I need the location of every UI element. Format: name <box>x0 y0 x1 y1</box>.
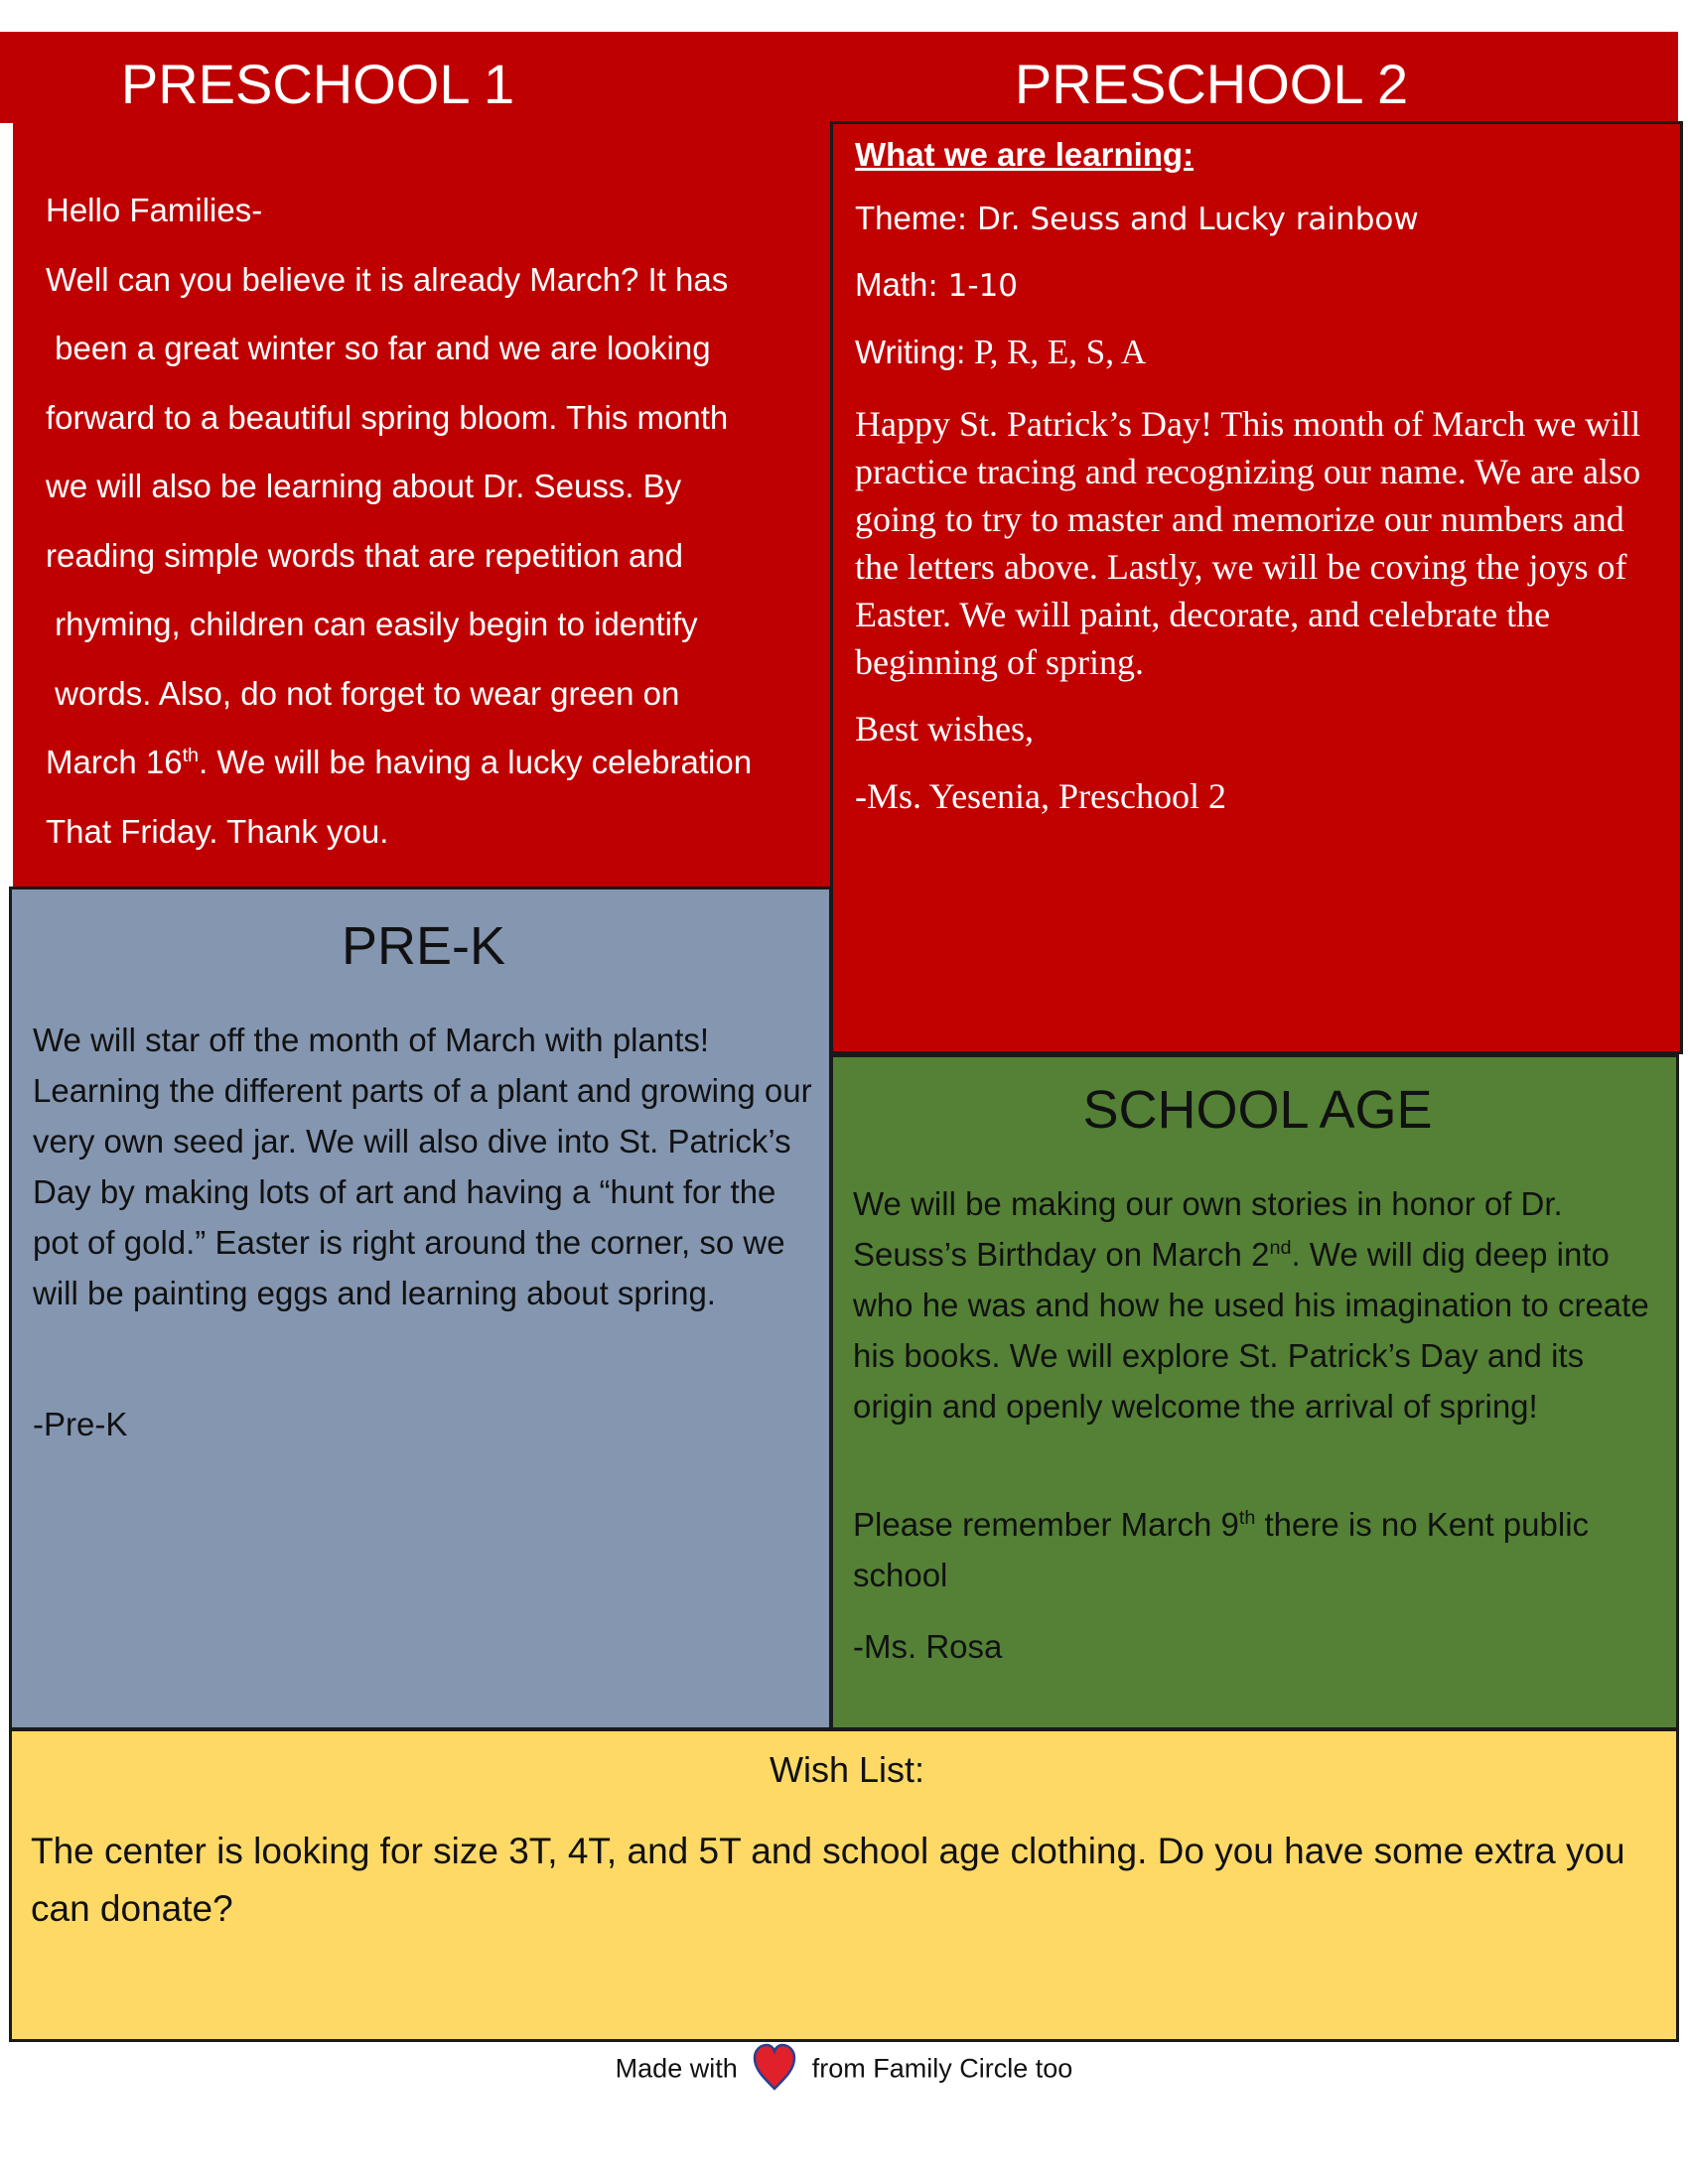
theme-label: Theme <box>855 200 957 236</box>
preschool1-line: forward to a beautiful spring bloom. This month <box>46 398 729 436</box>
prek-signature: -Pre-K <box>33 1406 128 1442</box>
preschool2-theme-row <box>855 200 1669 238</box>
reminder-rest: there is no Kent public school <box>853 1506 1590 1593</box>
school-age-reminder <box>853 1499 1667 1600</box>
footer <box>0 2043 1688 2098</box>
writing-value: P, R, E, S, A <box>965 333 1147 371</box>
wish-list-panel <box>9 1728 1679 2042</box>
math-label: Math <box>855 266 928 303</box>
school-age-title: SCHOOL AGE <box>1082 1080 1433 1140</box>
preschool1-line: Well can you believe it is already March? It has <box>46 260 729 298</box>
school-age-body-start: We will be making our own stories in honor of Dr. Seuss’s Birthday on March 2 <box>853 1185 1563 1273</box>
preschool2-panel <box>830 121 1683 1054</box>
ordinal-suffix: th <box>182 745 200 766</box>
footer-from: from Family Circle too <box>811 2053 1073 2084</box>
reminder-start: Please remember March 9 <box>853 1506 1239 1543</box>
preschool1-line: been a great winter so far and we are looking <box>46 330 711 366</box>
preschool2-signature: -Ms. Yesenia, Preschool 2 <box>855 776 1226 816</box>
school-age-signature: -Ms. Rosa <box>853 1628 1003 1665</box>
preschool2-paragraph: Happy St. Patrick’s Day! This month of March we will practice tracing and recognizing our name. We are also going to try to master and memorize our numbers and the letters above. Lastly, we will be coving the joys of Easter. We will paint, decorate, and celebrate the beginning of spring. <box>855 404 1641 682</box>
wish-list-title: Wish List: <box>769 1749 925 1790</box>
preschool2-math-row <box>855 266 1669 305</box>
preschool2-writing-row <box>855 333 1669 372</box>
preschool1-line: reading simple words that are repetition and <box>46 536 684 574</box>
preschool1-title: PRESCHOOL 1 <box>120 53 515 115</box>
preschool1-march-line <box>46 728 830 797</box>
writing-label: Writing: <box>855 334 966 370</box>
march-date: March 16 <box>46 744 183 780</box>
preschool1-body <box>46 176 830 935</box>
prek-title: PRE-K <box>341 916 506 976</box>
wish-list-body: The center is looking for size 3T, 4T, and 5T and school age clothing. Do you have some extra you can donate? <box>31 1831 1625 1929</box>
footer-made-with: Made with <box>615 2053 738 2084</box>
preschool2-closing: Best wishes, <box>855 709 1034 749</box>
preschool2-heading: What we are learning: <box>855 136 1195 173</box>
school-age-body-rest: . We will dig deep into who he was and how he used his imagination to create his books. We will explore St. Patrick’s Day and its origin and openly welcome the arrival of spring! <box>853 1236 1649 1425</box>
school-age-panel <box>830 1054 1679 1730</box>
preschool1-panel <box>13 32 833 887</box>
theme-value: : Dr. Seuss and Lucky rainbow <box>956 202 1419 237</box>
preschool1-line: we will also be learning about Dr. Seuss. By <box>46 468 682 504</box>
preschool1-line: That Friday. Thank you. <box>46 812 389 850</box>
preschool1-line: Hello Families- <box>46 192 263 228</box>
preschool1-line: words. Also, do not forget to wear green on <box>46 674 680 712</box>
heart-icon <box>753 2043 796 2098</box>
math-value: : 1-10 <box>927 268 1019 304</box>
march-line-rest: . We will be having a lucky celebration <box>199 744 753 780</box>
preschool2-title: PRESCHOOL 2 <box>1014 53 1409 115</box>
ordinal-suffix: th <box>1238 1507 1256 1529</box>
preschool1-line: rhyming, children can easily begin to identify <box>46 606 698 642</box>
prek-body: We will star off the month of March with plants! Learning the different parts of a plant and growing our very own seed jar. We will also dive into St. Patrick’s Day by making lots of art and having a “hunt for the pot of gold.” Easter is right around the corner, so we will be painting eggs and learning about spring. <box>33 1022 812 1311</box>
school-age-body <box>853 1178 1667 1432</box>
ordinal-suffix: nd <box>1269 1237 1292 1259</box>
prek-panel <box>9 887 832 1730</box>
